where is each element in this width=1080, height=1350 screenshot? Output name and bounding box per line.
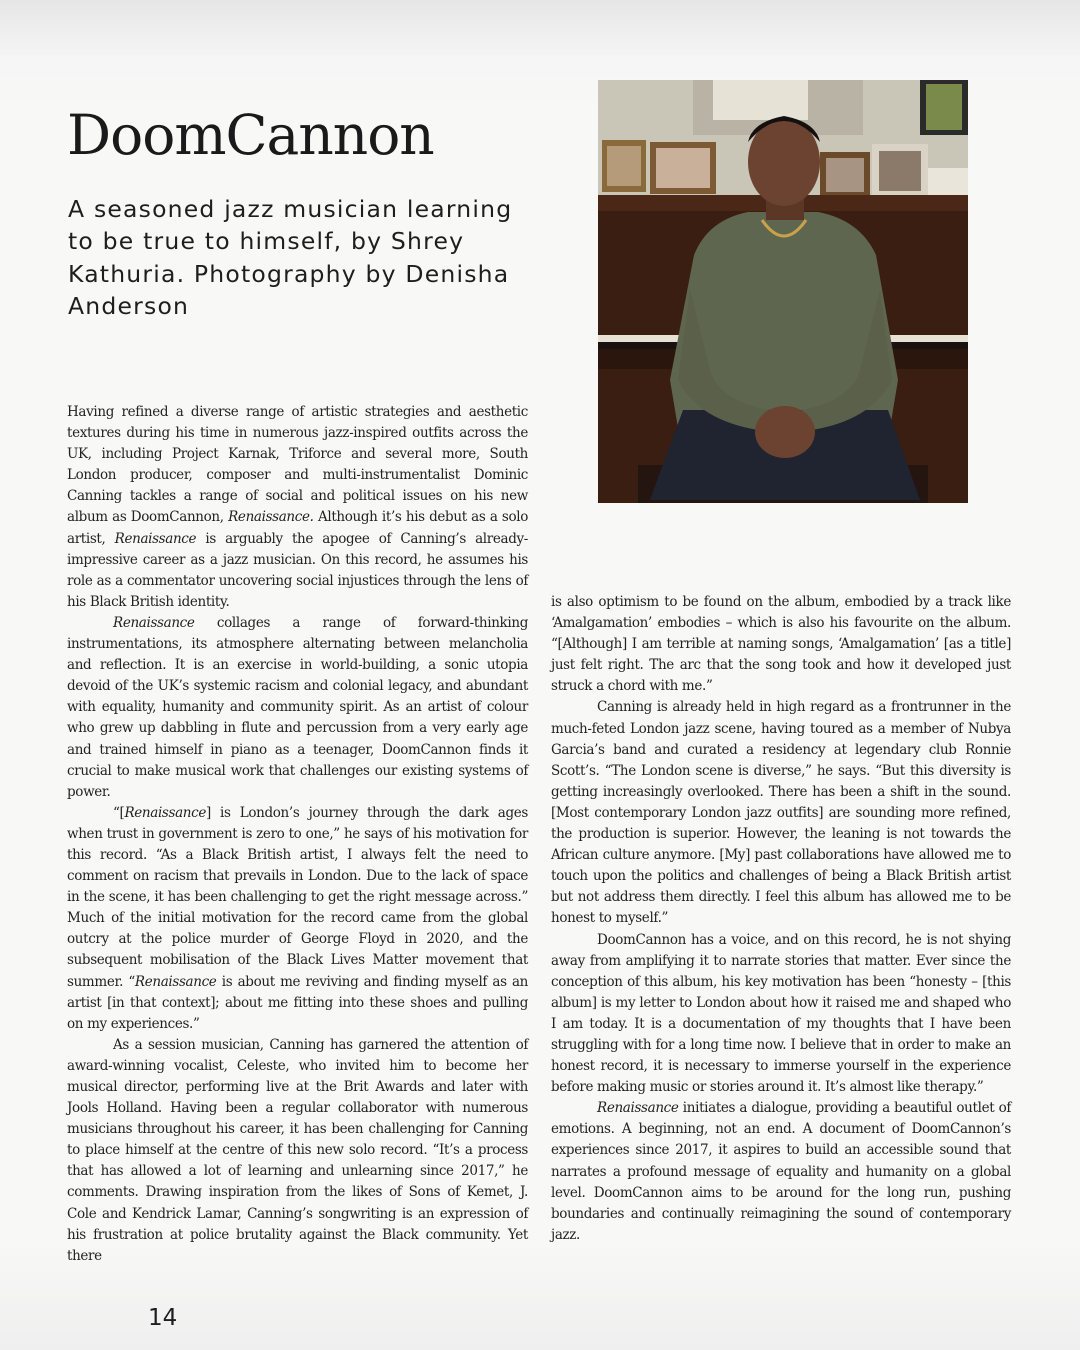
body-column-right	[551, 592, 1011, 1246]
portrait-photo	[598, 80, 968, 503]
body-paragraph: Renaissance collages a range of forward-thinking instrumentations, its atmosphere alternating between melancholia and reflection. It is an exercise in world-building, a sonic utopia devoid of the UK’s systemic racism and colonial legacy, and abundant with equality, humanity and community spirit. As an artist of colour who grew up dabbling in flute and percussion from a very early age and trained himself in piano as a teenager, DoomCannon finds it crucial to make musical work that challenges our existing systems of power.	[67, 614, 528, 800]
body-paragraph: Canning is already held in high regard as a frontrunner in the much-feted London jazz scene, having toured as a member of Nubya Garcia’s band and curated a residency at legendary club Ronnie Scott’s. “The London scene is diverse,” he says. “But this diversity is getting increasingly overlooked. There has been a shift in the sound. [Most contemporary London jazz outfits] are sounding more refined, the production is superior. However, the leaning is not towards the African culture anymore. [My] past collaborations have allowed me to touch upon the politics and challenges of being a Black British artist but not address them directly. I feel this album has allowed me to be honest to myself.”	[551, 699, 1011, 927]
article-title: DoomCannon	[67, 103, 434, 167]
body-paragraph: DoomCannon has a voice, and on this record, he is not shying away from amplifying it to narrate stories that matter. Ever since the conception of this album, his key motivation has been “honesty – [this album] is my letter to London about how it raised me and shaped who I am today. It is a documentation of my thoughts that I have been struggling with for a long time now. I believe that in order to make an honest record, it is necessary to immerse yourself in the experience before making music or stories around it. It’s almost like therapy.”	[551, 931, 1011, 1096]
body-paragraph: As a session musician, Canning has garnered the attention of award-winning vocalist, Celeste, who invited him to become her musical director, performing live at the Brit Awards and later with Jools Holland. Having been a regular collaborator with numerous musicians throughout his career, it has been challenging for Canning to place himself at the centre of this new solo record. “It’s a process that has allowed a lot of learning and unlearning since 2017,” he comments. Drawing inspiration from the likes of Sons of Kemet, J. Cole and Kendrick Lamar, Canning’s songwriting is an expression of his frustration at police brutality against the Black community. Yet there	[67, 1036, 528, 1264]
body-column-left	[67, 402, 528, 1267]
body-paragraph: Renaissance initiates a dialogue, providing a beautiful outlet of emotions. A beginning, not an end. A document of DoomCannon’s experiences since 2017, it aspires to build an accessible sound that narrates a profound message of equality and humanity on a global level. DoomCannon aims to be around for the long run, pushing boundaries and continually reimagining the sound of contemporary jazz.	[551, 1100, 1011, 1243]
page-number: 14	[148, 1305, 178, 1331]
body-paragraph: Having refined a diverse range of artistic strategies and aesthetic textures during his time in numerous jazz-inspired outfits across the UK, including Project Karnak, Triforce and several more, South London producer, composer and multi-instrumentalist Dominic Canning tackles a range of social and political issues on his new album as DoomCannon, Renaissance. Although it’s his debut as a solo artist, Renaissance is arguably the apogee of Canning’s already-impressive career as a jazz musician. On this record, he assumes his role as a commentator uncovering social injustices through the lens of his Black British identity.	[67, 404, 529, 610]
body-paragraph: “[Renaissance] is London’s journey through the dark ages when trust in government is zero to one,” he says of his motivation for this record. “As a Black British artist, I always felt the need to comment on racism that prevails in London. Due to the lack of space in the scene, it has been challenging to get the right message across.” Much of the initial motivation for the record came from the global outcry at the police murder of George Floyd in 2020, and the subsequent mobilisation of the Black Lives Matter movement that summer. “Renaissance is about me reviving and finding myself as an artist [in that context]; about me fitting into these shoes and pulling on my experiences.”	[67, 804, 529, 1032]
body-paragraph: is also optimism to be found on the album, embodied by a track like ‘Amalgamation’ embodies – which is also his favourite on the album. “[Although] I am terrible at naming songs, ‘Amalgamation’ [as a title] just felt right. The arc that the song took and how it developed just struck a chord with me.”	[551, 594, 1011, 695]
article-subtitle: A seasoned jazz musician learning to be true to himself, by Shrey Kathuria. Photography by Denisha Anderson	[68, 195, 513, 320]
